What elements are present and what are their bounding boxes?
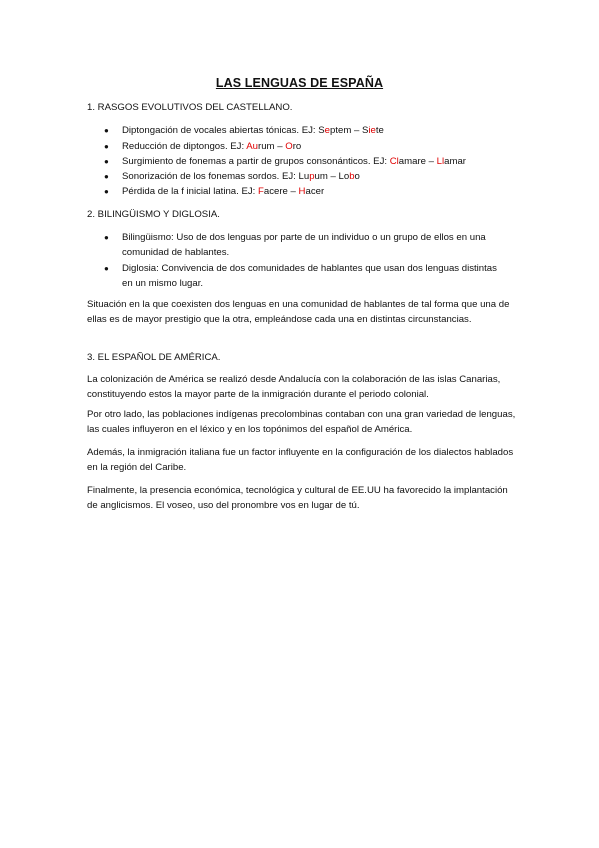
item-text: acere –	[263, 186, 299, 197]
item-text: ro	[292, 141, 302, 152]
item-text: um – Lo	[314, 171, 350, 182]
highlighted-letters: ie	[368, 125, 376, 136]
item-text: amar	[444, 156, 466, 167]
item-text: te	[375, 125, 384, 136]
diglossia-line-2: en un mismo lugar.	[122, 278, 204, 289]
highlighted-letters: e	[324, 125, 330, 136]
document-title: LAS LENGUAS DE ESPAÑA	[215, 76, 384, 90]
bullet-icon: ●	[104, 187, 109, 196]
highlighted-letters: p	[309, 171, 315, 182]
highlighted-letters: b	[349, 171, 355, 182]
highlighted-letters: Au	[246, 141, 259, 152]
highlighted-letters: Cl	[389, 156, 399, 167]
item-text: Surgimiento de fonemas a partir de grupos consonánticos. EJ:	[122, 156, 390, 167]
bullet-icon: ●	[104, 126, 109, 135]
item-text: Diptongación de vocales abiertas tónicas. EJ: S	[122, 125, 325, 136]
bilingualism-line-1: Bilingüismo: Uso de dos lenguas por parte de un individuo o un grupo de ellos en una	[122, 232, 486, 243]
evolution-item	[122, 186, 324, 197]
item-text: rum –	[258, 141, 286, 152]
diglossia-paragraph: Situación en la que coexisten dos lenguas en una comunidad de hablantes de tal forma que una de ellas es de mayor prestigio que la otra, empleándose cada una en distintas circunstancias.	[87, 299, 510, 325]
item-text: ptem – S	[330, 125, 369, 136]
highlighted-letters: Ll	[436, 156, 445, 167]
america-paragraph: Además, la inmigración italiana fue un factor influyente en la configuración de los dialectos hablados en la región del Caribe.	[87, 447, 514, 473]
item-text: acer	[305, 186, 325, 197]
bilingualism-line-2: comunidad de hablantes.	[122, 247, 230, 258]
evolution-item	[122, 171, 360, 182]
evolution-item	[122, 125, 384, 136]
highlighted-letters: F	[258, 186, 264, 197]
bullet-icon: ●	[104, 142, 109, 151]
america-paragraph: La colonización de América se realizó desde Andalucía con la colaboración de las islas Canarias, constituyendo estos la mayor parte de la inmigración durante el periodo colonial.	[87, 374, 501, 400]
bullet-icon: ●	[104, 172, 109, 181]
bullet-icon: ●	[104, 264, 109, 273]
item-text: amare –	[398, 156, 437, 167]
diglossia-line-1: Diglosia: Convivencia de dos comunidades de hablantes que usan dos lenguas distintas	[122, 263, 497, 274]
evolution-item	[122, 141, 301, 152]
bullet-icon: ●	[104, 157, 109, 166]
highlighted-letters: H	[298, 186, 306, 197]
item-text: Sonorización de los fonemas sordos. EJ: Lu	[122, 171, 310, 182]
america-paragraph: Finalmente, la presencia económica, tecnológica y cultural de EE.UU ha favorecido la implantación de anglicismos. El voseo, uso del pronombre vos en lugar de tú.	[87, 485, 508, 511]
bullet-icon: ●	[104, 233, 109, 242]
item-text: Pérdida de la f inicial latina. EJ:	[122, 186, 258, 197]
evolution-item	[122, 156, 466, 167]
item-text: o	[354, 171, 360, 182]
america-paragraph: Por otro lado, las poblaciones indígenas precolombinas contaban con una gran variedad de lenguas, las cuales influyeron en el léxico y en los topónimos del español de América.	[87, 409, 516, 435]
section-1-heading: 1. RASGOS EVOLUTIVOS DEL CASTELLANO.	[87, 102, 293, 113]
highlighted-letters: O	[285, 141, 293, 152]
item-text: Reducción de diptongos. EJ:	[122, 141, 247, 152]
section-3-heading: 3. EL ESPAÑOL DE AMÉRICA.	[87, 352, 221, 363]
section-2-heading: 2. BILINGÜISMO Y DIGLOSIA.	[87, 209, 220, 220]
